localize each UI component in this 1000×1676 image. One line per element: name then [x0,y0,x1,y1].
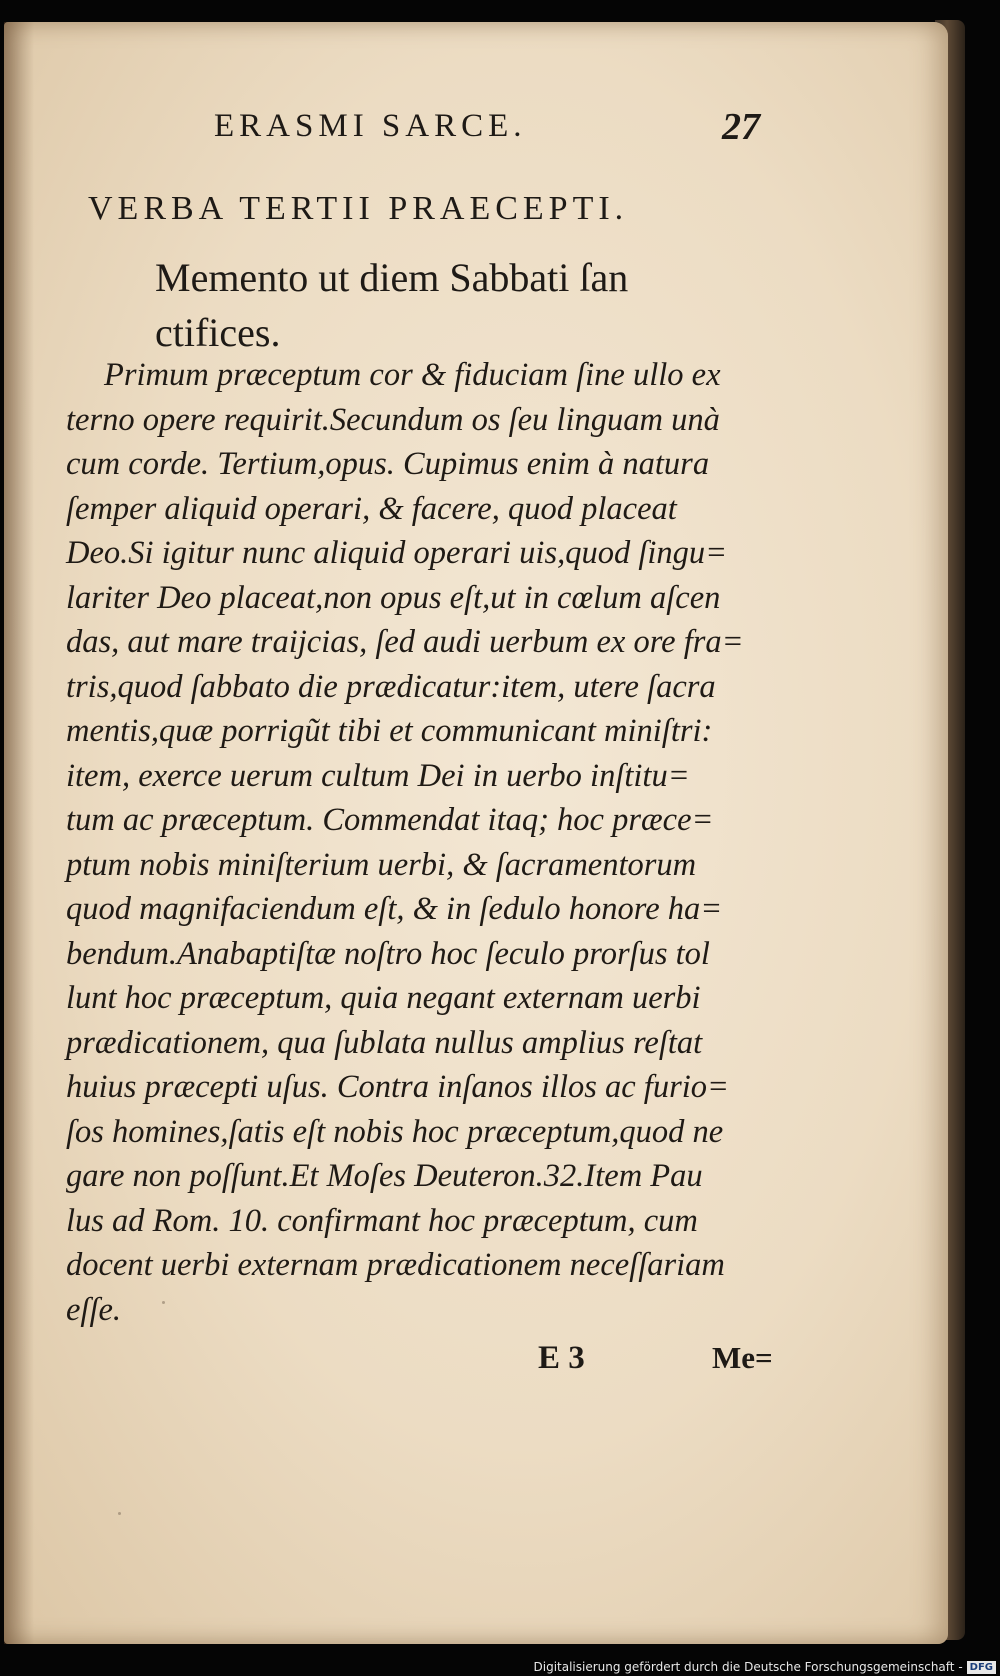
body-line: docent uerbi externam prædicationem neceſſariam [66,1247,725,1283]
body-line: ptum nobis miniſterium uerbi, & ſacramentorum [66,846,697,883]
body-line: Deo.Si igitur nunc aliquid operari uis,quod ſingu= [66,535,728,571]
body-line: prædicationem, qua ſublata nullus amplius reſtat [66,1024,703,1061]
heading-line: Memento ut diem Sabbati ſan [155,255,629,300]
heading-line: ctifices. [155,310,281,355]
body-line: lus ad Rom. 10. confirmant hoc præceptum, cum [66,1202,698,1239]
body-line: item, exerce uerum cultum Dei in uerbo inſtitu= [66,757,690,794]
paper-speck [118,1512,121,1515]
page-gutter-shadow [4,22,34,1644]
body-line: lunt hoc præceptum, quia negant externam uerbi [66,980,701,1016]
paper-speck [162,1301,165,1304]
body-line: gare non poſſunt.Et Moſes Deuteron.32.Item Pau [66,1158,703,1194]
body-line: ſos homines,ſatis eſt nobis hoc præceptum,quod ne [66,1113,724,1150]
credit-text: Digitalisierung gefördert durch die Deutsche Forschungsgemeinschaft - [533,1660,963,1674]
running-head: ERASMI SARCE. [214,108,527,144]
body-line: bendum.Anabaptiſtæ noſtro hoc ſeculo prorſus tol [66,935,710,972]
body-line: tris,quod ſabbato die prædicatur:item, utere ſacra [66,668,716,705]
body-line: tum ac præceptum. Commendat itaq; hoc præce= [66,802,714,838]
signature-mark: E 3 [538,1340,585,1376]
body-line: cum corde. Tertium,opus. Cupimus enim à natura [66,446,710,482]
catchword: Me= [712,1340,773,1375]
body-text [66,353,796,1332]
page-number: 27 [722,106,760,148]
body-line: eſſe. [66,1291,122,1328]
body-line: Primum præceptum cor & fiduciam ſine ullo ex [104,357,721,393]
dfg-logo: DFG [967,1661,996,1674]
body-line: ſemper aliquid operari, & facere, quod placeat [66,490,677,527]
commandment-heading [155,250,755,360]
body-line: lariter Deo placeat,non opus eſt,ut in cœlum aſcen [66,579,721,616]
digitization-credit [534,1660,997,1674]
body-line: terno opere requirit.Secundum os ſeu linguam unà [66,401,720,438]
section-title: VERBA TERTII PRAECEPTI. [88,190,629,227]
body-line: quod magnifaciendum eſt, & in ſedulo honore ha= [66,891,723,927]
body-line: das, aut mare traijcias, ſed audi uerbum ex ore fra= [66,624,744,660]
body-line: huius præcepti uſus. Contra inſanos illos ac furio= [66,1069,729,1105]
body-line: mentis,quæ porrigũt tibi et communicant miniſtri: [66,713,713,749]
